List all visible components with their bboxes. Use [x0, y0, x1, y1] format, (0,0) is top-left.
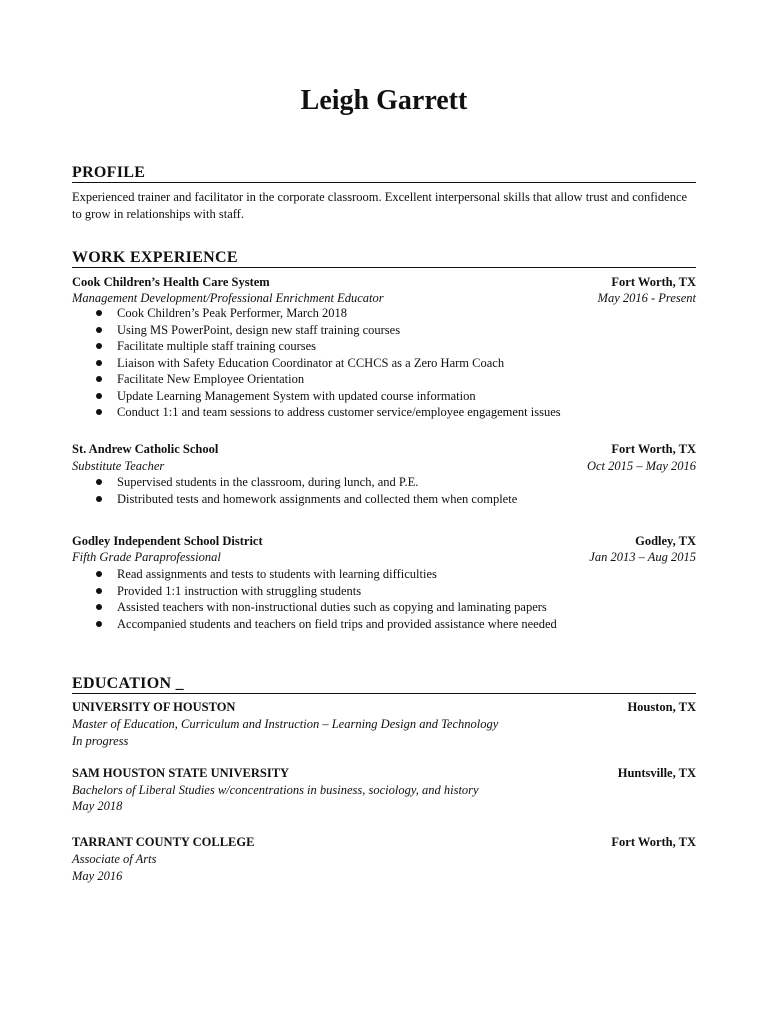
bullet-icon	[96, 496, 102, 502]
school-date-row	[72, 733, 696, 749]
job-title: Substitute Teacher	[72, 459, 165, 473]
school-header	[72, 699, 696, 715]
bullet-icon	[96, 360, 102, 366]
school-header	[72, 765, 696, 781]
job-title: Fifth Grade Paraprofessional	[72, 550, 221, 564]
job-duties-list	[96, 305, 696, 421]
job-dates: May 2016 - Present	[597, 291, 696, 305]
bullet-icon	[96, 310, 102, 316]
employer-name: St. Andrew Catholic School	[72, 442, 219, 456]
bullet-icon	[96, 376, 102, 382]
job-duties-list	[96, 474, 696, 507]
list-item: Using MS PowerPoint, design new staff training courses	[96, 322, 696, 339]
degree-date: May 2018	[72, 799, 123, 813]
bullet-icon	[96, 479, 102, 485]
candidate-name: Leigh Garrett	[300, 85, 468, 116]
job-header	[72, 533, 696, 549]
list-item: Provided 1:1 instruction with struggling students	[96, 583, 696, 600]
school-name: TARRANT COUNTY COLLEGE	[72, 835, 255, 849]
school-degree-row	[72, 716, 696, 732]
education-heading: EDUCATION _	[72, 675, 696, 694]
job-title: Management Development/Professional Enrichment Educator	[72, 291, 384, 305]
list-item: Accompanied students and teachers on field trips and provided assistance where needed	[96, 616, 696, 633]
bullet-icon	[96, 343, 102, 349]
employer-name: Godley Independent School District	[72, 534, 263, 548]
job-location: Fort Worth, TX	[611, 442, 696, 456]
bullet-icon	[96, 604, 102, 610]
school-name: UNIVERSITY OF HOUSTON	[72, 700, 236, 714]
job-duties-list	[96, 566, 696, 632]
school-location: Huntsville, TX	[617, 766, 696, 780]
work-experience-heading: WORK EXPERIENCE	[72, 249, 696, 268]
school-degree-row	[72, 782, 696, 798]
bullet-icon	[96, 571, 102, 577]
list-item: Facilitate multiple staff training courses	[96, 338, 696, 355]
job-subheader	[72, 458, 696, 474]
school-location: Houston, TX	[627, 700, 696, 714]
degree-date: May 2016	[72, 869, 123, 883]
bullet-icon	[96, 409, 102, 415]
bullet-icon	[96, 621, 102, 627]
school-degree-row	[72, 851, 696, 867]
bullet-icon	[96, 588, 102, 594]
list-item: Conduct 1:1 and team sessions to address customer service/employee engagement issues	[96, 404, 696, 421]
list-item: Update Learning Management System with updated course information	[96, 388, 696, 405]
degree-date: In progress	[72, 734, 129, 748]
profile-text: Experienced trainer and facilitator in the corporate classroom. Excellent interpersonal skills that allow trust and confidence to grow in relationships with staff.	[72, 190, 688, 221]
degree: Associate of Arts	[72, 852, 157, 866]
job-header	[72, 441, 696, 457]
job-header	[72, 274, 696, 290]
job-dates: Oct 2015 – May 2016	[586, 459, 696, 473]
job-subheader	[72, 549, 696, 565]
list-item: Read assignments and tests to students with learning difficulties	[96, 566, 696, 583]
school-date-row	[72, 868, 696, 884]
degree: Bachelors of Liberal Studies w/concentrations in business, sociology, and history	[72, 783, 479, 797]
profile-heading: PROFILE	[72, 164, 696, 183]
degree: Master of Education, Curriculum and Instruction – Learning Design and Technology	[72, 717, 499, 731]
list-item: Distributed tests and homework assignments and collected them when complete	[96, 491, 696, 508]
school-date-row	[72, 798, 696, 814]
job-location: Fort Worth, TX	[611, 275, 696, 289]
school-location: Fort Worth, TX	[611, 835, 696, 849]
employer-name: Cook Children’s Health Care System	[72, 275, 270, 289]
list-item: Assisted teachers with non-instructional duties such as copying and laminating papers	[96, 599, 696, 616]
list-item: Liaison with Safety Education Coordinator at CCHCS as a Zero Harm Coach	[96, 355, 696, 372]
school-name: SAM HOUSTON STATE UNIVERSITY	[72, 766, 290, 780]
list-item: Cook Children’s Peak Performer, March 2018	[96, 305, 696, 322]
list-item: Supervised students in the classroom, during lunch, and P.E.	[96, 474, 696, 491]
job-dates: Jan 2013 – Aug 2015	[589, 550, 696, 564]
list-item: Facilitate New Employee Orientation	[96, 371, 696, 388]
job-location: Godley, TX	[635, 534, 696, 548]
school-header	[72, 834, 696, 850]
bullet-icon	[96, 393, 102, 399]
job-subheader	[72, 290, 696, 306]
bullet-icon	[96, 327, 102, 333]
